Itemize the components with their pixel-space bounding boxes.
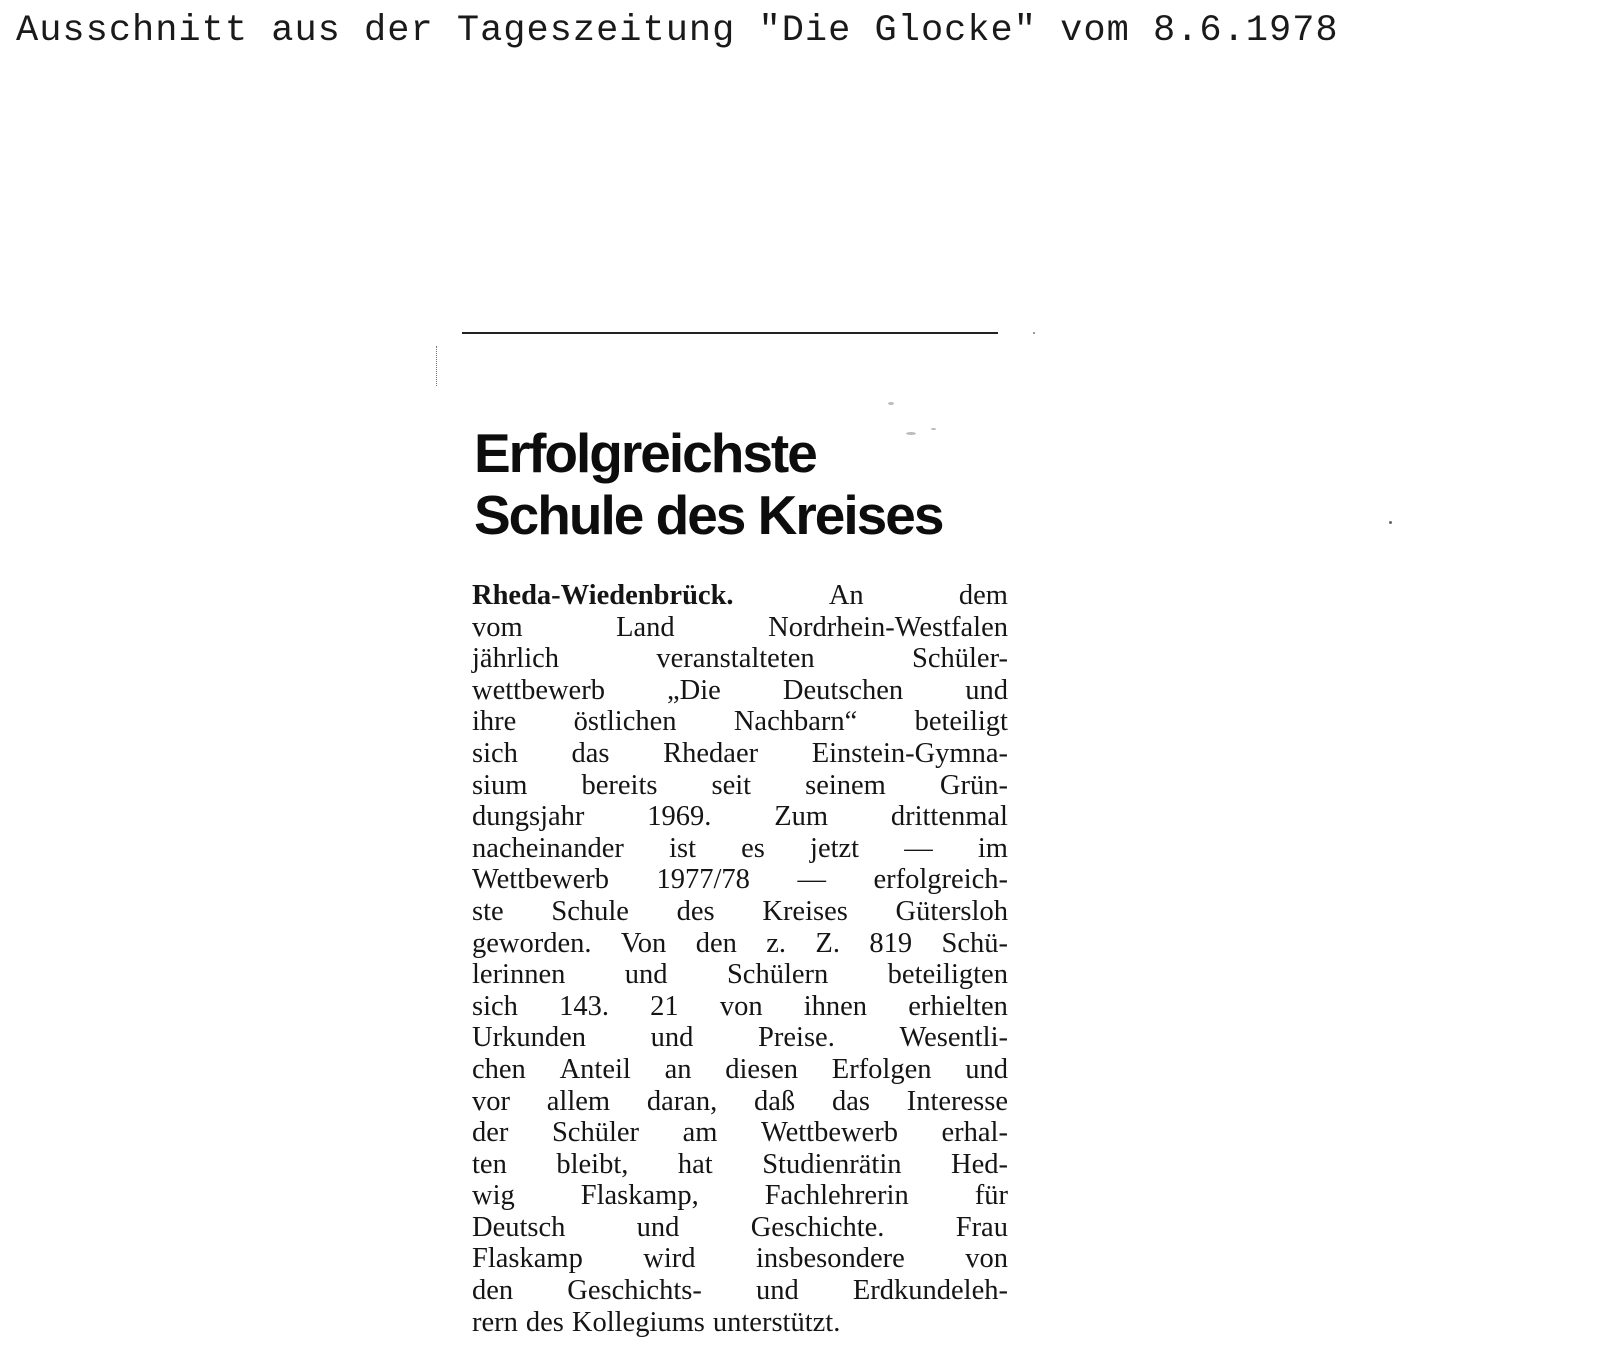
article-line bbox=[472, 959, 1008, 991]
clipping-caption: Ausschnitt aus der Tageszeitung "Die Glocke" vom 8.6.1978 bbox=[16, 10, 1339, 52]
article-word: insbesondere bbox=[755, 1243, 905, 1275]
article-line bbox=[472, 928, 1008, 960]
article-word: chen bbox=[472, 1053, 526, 1085]
article-line bbox=[472, 1022, 1008, 1054]
article-word: Z. bbox=[815, 927, 840, 959]
scan-speck bbox=[1389, 521, 1392, 524]
article-word: ste bbox=[472, 895, 504, 927]
headline-line-2: Schule des Kreises bbox=[474, 484, 943, 546]
article-word: unterstützt. bbox=[712, 1306, 841, 1338]
article-word: ihre bbox=[472, 706, 517, 738]
article-word: z. bbox=[766, 927, 787, 959]
article-word: 21 bbox=[650, 990, 679, 1022]
article-word: rern bbox=[472, 1306, 518, 1338]
article-word: wird bbox=[643, 1243, 696, 1275]
article-word: und bbox=[965, 674, 1008, 706]
article-word: geworden. bbox=[472, 927, 592, 959]
article-line bbox=[472, 833, 1008, 865]
article-word: es bbox=[741, 832, 765, 864]
article-line bbox=[472, 1054, 1008, 1086]
article-word: hat bbox=[677, 1148, 713, 1180]
article-word: Erfolgen bbox=[831, 1053, 932, 1085]
article-word: Geschichts- bbox=[567, 1275, 702, 1307]
article-line bbox=[472, 738, 1008, 770]
article-word: wig bbox=[472, 1180, 515, 1212]
article-word: Zum bbox=[774, 801, 829, 833]
article-word: vom bbox=[472, 611, 523, 643]
article-word: Interesse bbox=[906, 1085, 1008, 1117]
article-word: an bbox=[664, 1053, 692, 1085]
article-word: Schü- bbox=[941, 927, 1008, 959]
article-word: Rhedaer bbox=[663, 737, 759, 769]
article-word: Hed- bbox=[951, 1148, 1008, 1180]
article-word: Nordrhein-Westfalen bbox=[768, 611, 1008, 643]
article-word: im bbox=[977, 832, 1008, 864]
article-word: Schüler- bbox=[912, 643, 1008, 675]
article-word: Urkunden bbox=[472, 1022, 586, 1054]
clipping-left-edge bbox=[436, 346, 437, 386]
article-word: 143. bbox=[559, 990, 609, 1022]
article-word: drittenmal bbox=[890, 801, 1008, 833]
article-word: sium bbox=[472, 769, 528, 801]
article-word: dem bbox=[958, 580, 1008, 611]
article-line bbox=[472, 706, 1008, 738]
article-word: daran, bbox=[646, 1085, 718, 1117]
article-word: östlichen bbox=[573, 706, 677, 738]
article-word: am bbox=[682, 1117, 718, 1149]
article-word: bleibt, bbox=[556, 1148, 629, 1180]
article-line bbox=[472, 801, 1008, 833]
article-word: „Die bbox=[667, 674, 721, 706]
article-word: und bbox=[755, 1275, 799, 1307]
article-line bbox=[472, 1212, 1008, 1244]
article-word: ten bbox=[472, 1148, 507, 1180]
article-word: und bbox=[650, 1022, 694, 1054]
article-word: Preise. bbox=[758, 1022, 835, 1054]
article-word: jährlich bbox=[472, 643, 560, 675]
article-word: Studienrätin bbox=[762, 1148, 902, 1180]
article-line bbox=[472, 1117, 1008, 1149]
article-line bbox=[472, 612, 1008, 644]
article-line bbox=[472, 1275, 1008, 1307]
article-headline bbox=[474, 422, 1014, 546]
scan-speck bbox=[888, 402, 894, 405]
article-word: Geschichte. bbox=[750, 1211, 885, 1243]
article-word: das bbox=[571, 737, 610, 769]
article-word: Nachbarn“ bbox=[733, 706, 858, 738]
article-word: Kollegiums bbox=[571, 1306, 705, 1338]
article-line bbox=[472, 675, 1008, 707]
article-word: Wettbewerb bbox=[760, 1117, 898, 1149]
article-word: Schülern bbox=[726, 959, 829, 991]
article-line bbox=[472, 896, 1008, 928]
article-word: 819 bbox=[869, 927, 913, 959]
article-word: und bbox=[636, 1211, 680, 1243]
article-word: Schüler bbox=[551, 1117, 640, 1149]
article-word: An bbox=[828, 580, 864, 611]
article-word: Deutsch bbox=[472, 1211, 566, 1243]
newspaper-clipping bbox=[436, 332, 1036, 1351]
article-word: und bbox=[624, 959, 668, 991]
article-word: Schule bbox=[551, 895, 629, 927]
article-line bbox=[472, 770, 1008, 802]
article-line bbox=[472, 991, 1008, 1023]
article-line bbox=[472, 1180, 1008, 1212]
article-word: ist bbox=[669, 832, 696, 864]
article-word: dungsjahr bbox=[472, 801, 585, 833]
article-word: daß bbox=[754, 1085, 796, 1117]
article-body bbox=[472, 580, 1008, 1338]
article-word: veranstalteten bbox=[656, 643, 815, 675]
article-word: Erdkundeleh- bbox=[852, 1275, 1008, 1307]
article-word: — bbox=[797, 864, 826, 896]
article-word: Land bbox=[616, 611, 675, 643]
article-word: Von bbox=[620, 927, 667, 959]
article-word: sich bbox=[472, 990, 518, 1022]
article-word: seinem bbox=[805, 769, 886, 801]
article-word: sich bbox=[472, 737, 518, 769]
top-rule bbox=[462, 332, 998, 334]
article-word: von bbox=[719, 990, 763, 1022]
article-word: des bbox=[676, 895, 715, 927]
article-word: wettbewerb bbox=[472, 674, 605, 706]
article-word: der bbox=[472, 1117, 509, 1149]
article-line bbox=[472, 580, 1008, 612]
article-line bbox=[472, 1149, 1008, 1181]
article-word: — bbox=[904, 832, 933, 864]
article-word: ihnen bbox=[803, 990, 868, 1022]
article-word: beteiligten bbox=[887, 959, 1008, 991]
article-word: Frau bbox=[955, 1211, 1008, 1243]
article-word: erhielten bbox=[908, 990, 1008, 1022]
article-word: Flaskamp bbox=[472, 1243, 583, 1275]
article-word: 1977/78 bbox=[656, 864, 750, 896]
article-word: jetzt bbox=[810, 832, 860, 864]
article-word: Fachlehrerin bbox=[764, 1180, 909, 1212]
article-word: Flaskamp, bbox=[580, 1180, 699, 1212]
article-word: bereits bbox=[581, 769, 658, 801]
article-word: Wettbewerb bbox=[472, 864, 609, 896]
article-word: Einstein-Gymna- bbox=[811, 737, 1008, 769]
article-word: Anteil bbox=[559, 1053, 631, 1085]
article-word: Grün- bbox=[939, 769, 1008, 801]
article-word: den bbox=[695, 927, 737, 959]
article-word: erhal- bbox=[941, 1117, 1008, 1149]
article-word: erfolgreich- bbox=[873, 864, 1008, 896]
article-line bbox=[472, 864, 1008, 896]
article-word: von bbox=[965, 1243, 1008, 1275]
article-word: Kreises bbox=[762, 895, 848, 927]
article-word: seit bbox=[711, 769, 752, 801]
article-word: des bbox=[525, 1306, 564, 1338]
headline-line-1: Erfolgreichste bbox=[474, 422, 816, 484]
article-word: nacheinander bbox=[472, 832, 624, 864]
article-line bbox=[472, 643, 1008, 675]
article-word: diesen bbox=[725, 1053, 799, 1085]
article-word: den bbox=[472, 1275, 514, 1307]
article-word: Wesentli- bbox=[899, 1022, 1008, 1054]
article-line bbox=[472, 1307, 1008, 1339]
article-word: Gütersloh bbox=[895, 895, 1008, 927]
article-line bbox=[472, 1243, 1008, 1275]
article-line bbox=[472, 1086, 1008, 1118]
article-word: für bbox=[974, 1180, 1008, 1212]
article-word: beteiligt bbox=[914, 706, 1008, 738]
article-dateline: Rheda-Wiedenbrück. bbox=[472, 580, 734, 611]
article-word: vor bbox=[472, 1085, 510, 1117]
article-word: 1969. bbox=[647, 801, 712, 833]
article-word: das bbox=[831, 1085, 870, 1117]
article-word: allem bbox=[546, 1085, 611, 1117]
article-word: Deutschen bbox=[782, 674, 904, 706]
clipping-corner-mark bbox=[1033, 332, 1035, 334]
article-word: und bbox=[965, 1053, 1008, 1085]
article-word: lerinnen bbox=[472, 959, 566, 991]
